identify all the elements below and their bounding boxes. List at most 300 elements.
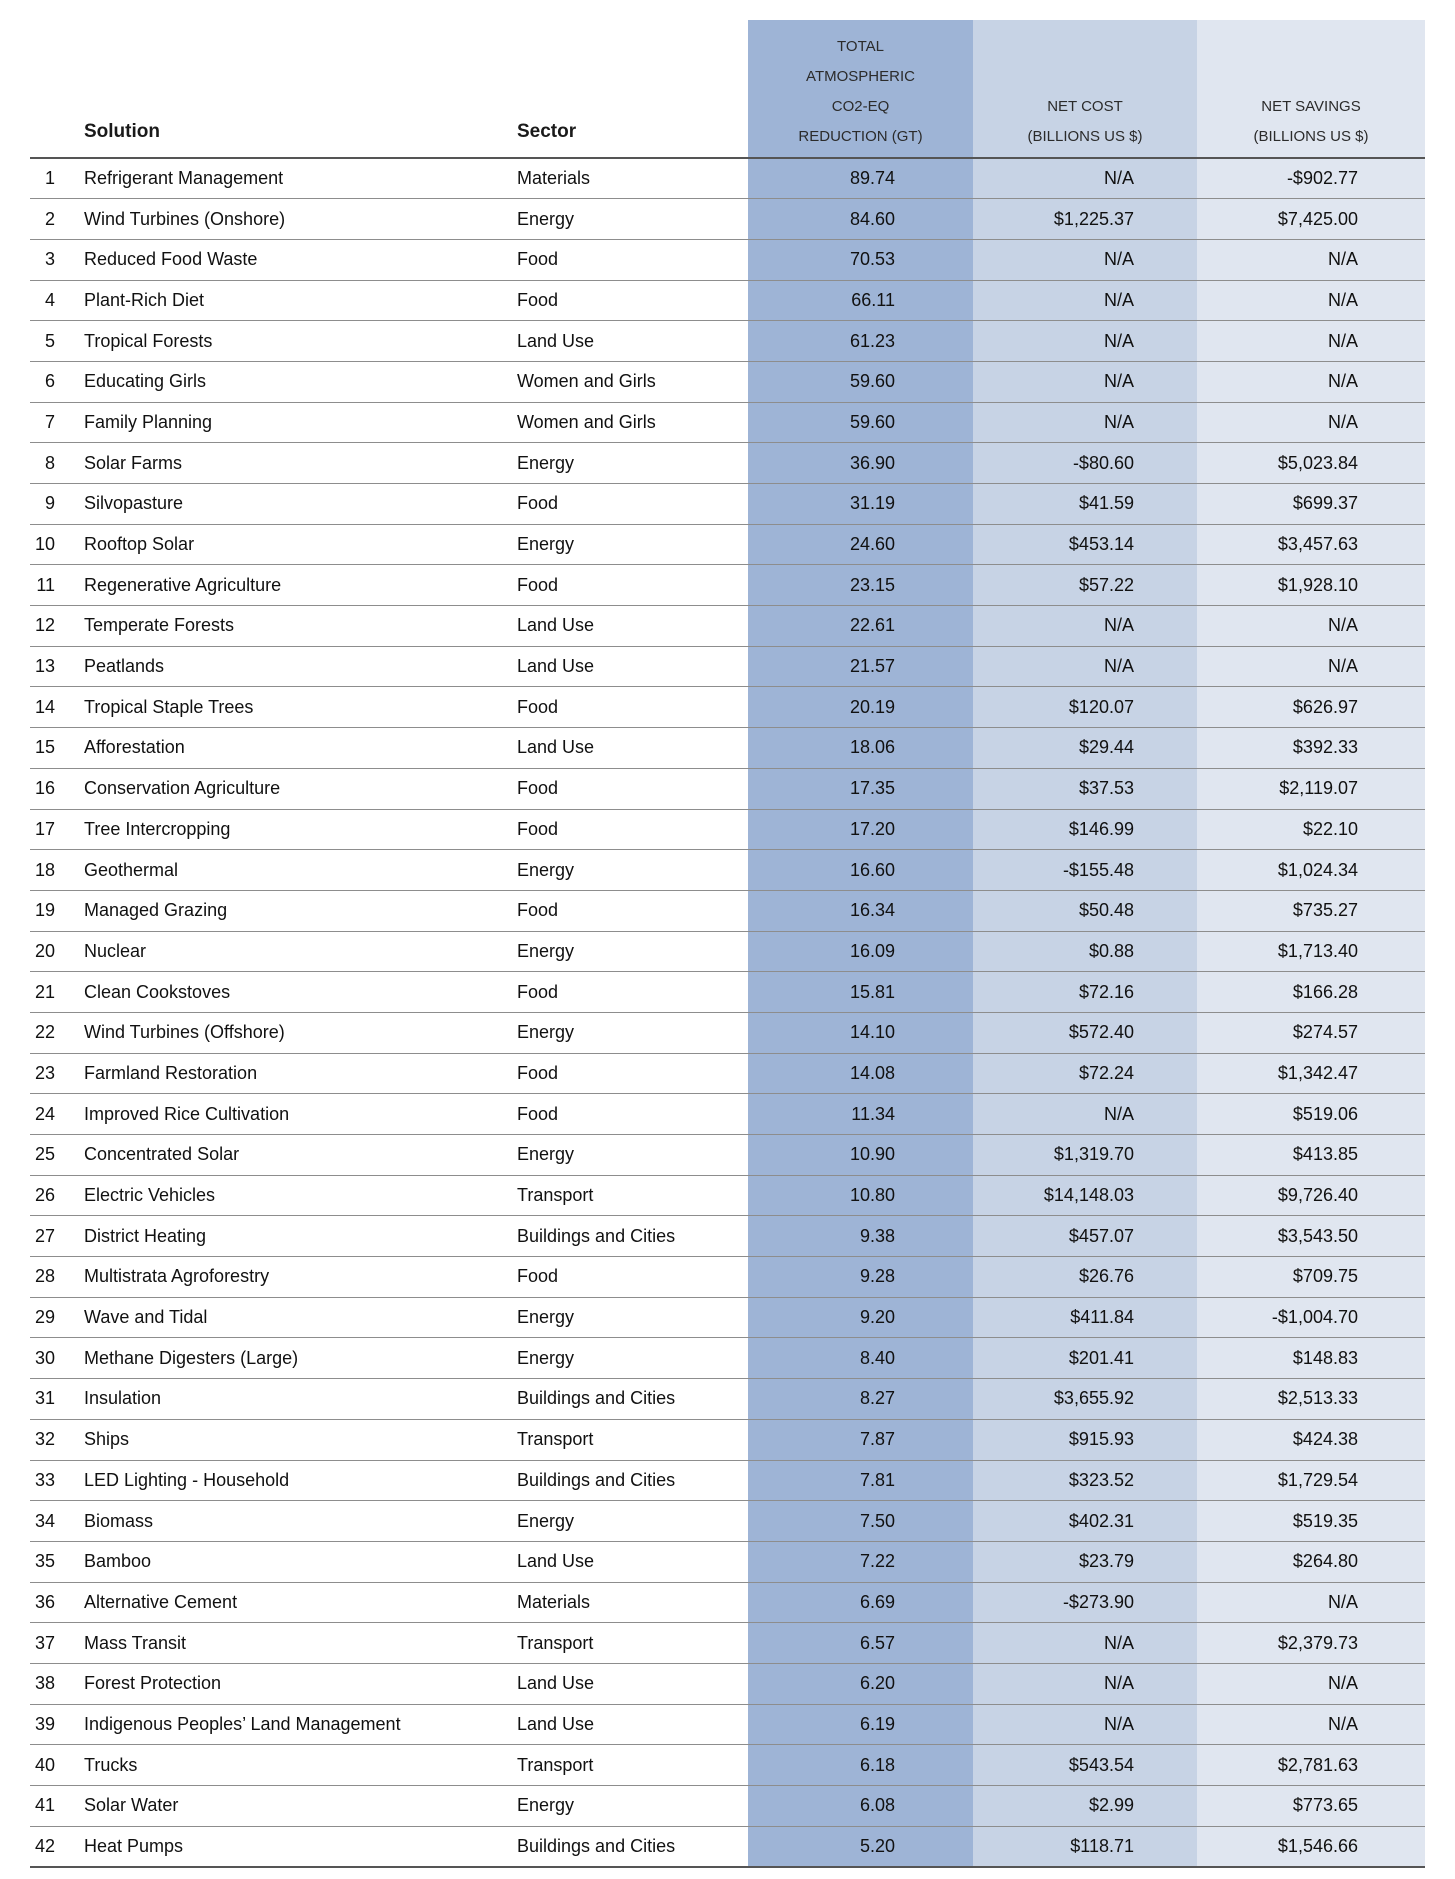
co2-reduction-cell: 10.90 <box>748 1135 973 1176</box>
rank-cell: 33 <box>30 1460 60 1501</box>
net-cost-cell: $57.22 <box>973 565 1197 606</box>
net-savings-cell: N/A <box>1197 1582 1425 1623</box>
sector-cell: Energy <box>515 443 748 484</box>
solution-cell: Concentrated Solar <box>60 1135 515 1176</box>
table-row <box>30 931 1425 972</box>
table-row <box>30 1338 1425 1379</box>
table-row <box>30 1460 1425 1501</box>
solution-cell: Methane Digesters (Large) <box>60 1338 515 1379</box>
co2-reduction-cell: 6.08 <box>748 1786 973 1827</box>
co2-reduction-cell: 6.18 <box>748 1745 973 1786</box>
net-cost-cell: N/A <box>973 158 1197 199</box>
net-cost-cell: N/A <box>973 361 1197 402</box>
solution-cell: Family Planning <box>60 402 515 443</box>
table-row <box>30 890 1425 931</box>
table-row <box>30 1419 1425 1460</box>
solution-cell: Forest Protection <box>60 1663 515 1704</box>
sector-cell: Transport <box>515 1419 748 1460</box>
rank-cell: 28 <box>30 1257 60 1298</box>
net-cost-cell: N/A <box>973 646 1197 687</box>
solution-cell: Wave and Tidal <box>60 1297 515 1338</box>
table-row <box>30 524 1425 565</box>
rank-cell: 14 <box>30 687 60 728</box>
rank-cell: 11 <box>30 565 60 606</box>
sector-cell: Food <box>515 239 748 280</box>
sector-cell: Land Use <box>515 321 748 362</box>
rank-cell: 34 <box>30 1501 60 1542</box>
net-cost-cell: $411.84 <box>973 1297 1197 1338</box>
table-row <box>30 972 1425 1013</box>
table-row <box>30 484 1425 525</box>
table-row <box>30 321 1425 362</box>
co2-reduction-cell: 66.11 <box>748 280 973 321</box>
net-cost-cell: $572.40 <box>973 1012 1197 1053</box>
net-savings-cell: N/A <box>1197 402 1425 443</box>
net-savings-cell: N/A <box>1197 1704 1425 1745</box>
net-savings-cell: N/A <box>1197 646 1425 687</box>
net-cost-cell: N/A <box>973 606 1197 647</box>
net-savings-cell: $274.57 <box>1197 1012 1425 1053</box>
net-cost-cell: $402.31 <box>973 1501 1197 1542</box>
co2-reduction-cell: 84.60 <box>748 199 973 240</box>
rank-cell: 4 <box>30 280 60 321</box>
table-row <box>30 565 1425 606</box>
net-savings-cell: $1,546.66 <box>1197 1826 1425 1867</box>
net-savings-cell: $22.10 <box>1197 809 1425 850</box>
rank-cell: 16 <box>30 768 60 809</box>
net-savings-cell: $7,425.00 <box>1197 199 1425 240</box>
table-row <box>30 850 1425 891</box>
table-row <box>30 158 1425 199</box>
net-savings-cell: $166.28 <box>1197 972 1425 1013</box>
table-row <box>30 1379 1425 1420</box>
net-cost-cell: $50.48 <box>973 890 1197 931</box>
co2-reduction-cell: 14.08 <box>748 1053 973 1094</box>
rank-cell: 21 <box>30 972 60 1013</box>
rank-cell: 17 <box>30 809 60 850</box>
rank-cell: 3 <box>30 239 60 280</box>
net-savings-cell: $5,023.84 <box>1197 443 1425 484</box>
table-row <box>30 1582 1425 1623</box>
net-cost-cell: N/A <box>973 1623 1197 1664</box>
sector-cell: Food <box>515 768 748 809</box>
co2-reduction-cell: 22.61 <box>748 606 973 647</box>
header-line: CO2-EQ <box>831 98 890 115</box>
rank-cell: 7 <box>30 402 60 443</box>
net-cost-cell: $0.88 <box>973 931 1197 972</box>
net-savings-cell: $413.85 <box>1197 1135 1425 1176</box>
table-row <box>30 402 1425 443</box>
solution-cell: Solar Water <box>60 1786 515 1827</box>
net-cost-cell: $29.44 <box>973 728 1197 769</box>
table-row <box>30 1786 1425 1827</box>
table-row <box>30 239 1425 280</box>
co2-reduction-cell: 9.28 <box>748 1257 973 1298</box>
rank-cell: 32 <box>30 1419 60 1460</box>
net-savings-cell: $709.75 <box>1197 1257 1425 1298</box>
table-row <box>30 1623 1425 1664</box>
sector-cell: Energy <box>515 199 748 240</box>
table-row <box>30 1216 1425 1257</box>
net-savings-cell: $735.27 <box>1197 890 1425 931</box>
rank-cell: 40 <box>30 1745 60 1786</box>
co2-reduction-cell: 11.34 <box>748 1094 973 1135</box>
sector-cell: Land Use <box>515 1541 748 1582</box>
net-savings-cell: N/A <box>1197 239 1425 280</box>
co2-reduction-cell: 70.53 <box>748 239 973 280</box>
co2-reduction-cell: 7.50 <box>748 1501 973 1542</box>
table-row <box>30 809 1425 850</box>
sector-cell: Energy <box>515 1297 748 1338</box>
table-row <box>30 1257 1425 1298</box>
sector-column-header: Sector <box>515 20 748 158</box>
rank-cell: 41 <box>30 1786 60 1827</box>
sector-cell: Food <box>515 1257 748 1298</box>
net-cost-cell: N/A <box>973 1663 1197 1704</box>
table-row <box>30 1745 1425 1786</box>
sector-cell: Women and Girls <box>515 402 748 443</box>
sector-cell: Food <box>515 809 748 850</box>
table-row <box>30 687 1425 728</box>
net-cost-cell: N/A <box>973 402 1197 443</box>
sector-cell: Buildings and Cities <box>515 1379 748 1420</box>
sector-cell: Women and Girls <box>515 361 748 402</box>
net-savings-cell: $9,726.40 <box>1197 1175 1425 1216</box>
sector-cell: Buildings and Cities <box>515 1460 748 1501</box>
sector-cell: Food <box>515 280 748 321</box>
solution-cell: Biomass <box>60 1501 515 1542</box>
solution-cell: Silvopasture <box>60 484 515 525</box>
net-cost-cell: $201.41 <box>973 1338 1197 1379</box>
sector-cell: Land Use <box>515 646 748 687</box>
solution-column-header: Solution <box>60 20 515 158</box>
solution-cell: Mass Transit <box>60 1623 515 1664</box>
table-row <box>30 728 1425 769</box>
co2-reduction-cell: 31.19 <box>748 484 973 525</box>
rank-cell: 27 <box>30 1216 60 1257</box>
sector-cell: Energy <box>515 850 748 891</box>
net-savings-cell: $148.83 <box>1197 1338 1425 1379</box>
net-cost-cell: $37.53 <box>973 768 1197 809</box>
co2-reduction-cell: 10.80 <box>748 1175 973 1216</box>
rank-column-header <box>30 20 60 158</box>
co2-reduction-cell: 9.20 <box>748 1297 973 1338</box>
table-row <box>30 646 1425 687</box>
co2-reduction-cell: 61.23 <box>748 321 973 362</box>
co2-reduction-cell: 23.15 <box>748 565 973 606</box>
table-row <box>30 1175 1425 1216</box>
table-row <box>30 280 1425 321</box>
solution-cell: Tree Intercropping <box>60 809 515 850</box>
solution-cell: Improved Rice Cultivation <box>60 1094 515 1135</box>
header-line: (BILLIONS US $) <box>1253 128 1369 145</box>
co2-reduction-cell: 59.60 <box>748 402 973 443</box>
net-savings-cell: $2,379.73 <box>1197 1623 1425 1664</box>
co2-reduction-column-header <box>748 20 973 158</box>
rank-cell: 1 <box>30 158 60 199</box>
rank-cell: 35 <box>30 1541 60 1582</box>
sector-cell: Food <box>515 565 748 606</box>
net-cost-cell: $915.93 <box>973 1419 1197 1460</box>
net-savings-cell: N/A <box>1197 361 1425 402</box>
net-savings-cell: $264.80 <box>1197 1541 1425 1582</box>
solution-cell: Ships <box>60 1419 515 1460</box>
net-cost-cell: $543.54 <box>973 1745 1197 1786</box>
co2-reduction-cell: 6.69 <box>748 1582 973 1623</box>
co2-reduction-cell: 6.20 <box>748 1663 973 1704</box>
net-savings-cell: $519.35 <box>1197 1501 1425 1542</box>
table-row <box>30 199 1425 240</box>
co2-reduction-cell: 7.81 <box>748 1460 973 1501</box>
co2-reduction-cell: 59.60 <box>748 361 973 402</box>
sector-cell: Materials <box>515 158 748 199</box>
table-row <box>30 1012 1425 1053</box>
net-cost-cell: $1,225.37 <box>973 199 1197 240</box>
co2-reduction-cell: 8.40 <box>748 1338 973 1379</box>
co2-reduction-cell: 89.74 <box>748 158 973 199</box>
sector-cell: Materials <box>515 1582 748 1623</box>
net-savings-cell: $1,713.40 <box>1197 931 1425 972</box>
net-cost-cell: $72.16 <box>973 972 1197 1013</box>
solution-cell: Reduced Food Waste <box>60 239 515 280</box>
net-cost-cell: $1,319.70 <box>973 1135 1197 1176</box>
solution-cell: Solar Farms <box>60 443 515 484</box>
solution-cell: Trucks <box>60 1745 515 1786</box>
net-cost-cell: $72.24 <box>973 1053 1197 1094</box>
table-row <box>30 1297 1425 1338</box>
table-row <box>30 1053 1425 1094</box>
rank-cell: 29 <box>30 1297 60 1338</box>
solution-cell: Alternative Cement <box>60 1582 515 1623</box>
rank-cell: 12 <box>30 606 60 647</box>
solution-cell: Managed Grazing <box>60 890 515 931</box>
net-cost-cell: N/A <box>973 1704 1197 1745</box>
sector-cell: Food <box>515 484 748 525</box>
header-line: REDUCTION (GT) <box>798 128 923 145</box>
net-savings-cell: $392.33 <box>1197 728 1425 769</box>
co2-reduction-cell: 16.34 <box>748 890 973 931</box>
sector-cell: Land Use <box>515 606 748 647</box>
sector-cell: Food <box>515 972 748 1013</box>
solution-cell: Regenerative Agriculture <box>60 565 515 606</box>
sector-cell: Buildings and Cities <box>515 1826 748 1867</box>
co2-reduction-cell: 36.90 <box>748 443 973 484</box>
co2-reduction-cell: 9.38 <box>748 1216 973 1257</box>
header-line: TOTAL <box>837 38 884 55</box>
sector-cell: Energy <box>515 1501 748 1542</box>
net-cost-cell: -$155.48 <box>973 850 1197 891</box>
table-row <box>30 1094 1425 1135</box>
rank-cell: 25 <box>30 1135 60 1176</box>
net-cost-cell: $23.79 <box>973 1541 1197 1582</box>
header-line: NET SAVINGS <box>1261 98 1361 115</box>
solution-cell: Refrigerant Management <box>60 158 515 199</box>
sector-cell: Food <box>515 1053 748 1094</box>
net-savings-cell: $2,781.63 <box>1197 1745 1425 1786</box>
solution-cell: Bamboo <box>60 1541 515 1582</box>
solution-cell: Peatlands <box>60 646 515 687</box>
sector-cell: Energy <box>515 1338 748 1379</box>
solution-cell: LED Lighting - Household <box>60 1460 515 1501</box>
net-cost-cell: $14,148.03 <box>973 1175 1197 1216</box>
co2-reduction-cell: 17.35 <box>748 768 973 809</box>
rank-cell: 39 <box>30 1704 60 1745</box>
rank-cell: 2 <box>30 199 60 240</box>
co2-reduction-cell: 21.57 <box>748 646 973 687</box>
net-savings-cell: $519.06 <box>1197 1094 1425 1135</box>
solution-cell: Multistrata Agroforestry <box>60 1257 515 1298</box>
rank-cell: 8 <box>30 443 60 484</box>
table-row <box>30 606 1425 647</box>
table-row <box>30 1663 1425 1704</box>
net-savings-cell: $1,342.47 <box>1197 1053 1425 1094</box>
net-cost-cell: $146.99 <box>973 809 1197 850</box>
rank-cell: 6 <box>30 361 60 402</box>
table-row <box>30 1135 1425 1176</box>
co2-reduction-cell: 18.06 <box>748 728 973 769</box>
solution-cell: Geothermal <box>60 850 515 891</box>
table-row <box>30 768 1425 809</box>
solution-cell: Tropical Staple Trees <box>60 687 515 728</box>
rank-cell: 20 <box>30 931 60 972</box>
co2-reduction-cell: 16.60 <box>748 850 973 891</box>
net-savings-cell: $2,119.07 <box>1197 768 1425 809</box>
sector-cell: Energy <box>515 524 748 565</box>
co2-reduction-cell: 7.87 <box>748 1419 973 1460</box>
solution-cell: Temperate Forests <box>60 606 515 647</box>
net-savings-cell: -$1,004.70 <box>1197 1297 1425 1338</box>
rank-cell: 15 <box>30 728 60 769</box>
solution-cell: Nuclear <box>60 931 515 972</box>
co2-reduction-cell: 20.19 <box>748 687 973 728</box>
solution-cell: Educating Girls <box>60 361 515 402</box>
co2-reduction-cell: 6.19 <box>748 1704 973 1745</box>
co2-reduction-cell: 5.20 <box>748 1826 973 1867</box>
net-savings-cell: $3,457.63 <box>1197 524 1425 565</box>
table-row <box>30 361 1425 402</box>
net-savings-cell: -$902.77 <box>1197 158 1425 199</box>
solution-cell: Rooftop Solar <box>60 524 515 565</box>
rank-cell: 26 <box>30 1175 60 1216</box>
table-body <box>30 158 1425 1867</box>
net-cost-cell: N/A <box>973 321 1197 362</box>
sector-cell: Transport <box>515 1175 748 1216</box>
rank-cell: 38 <box>30 1663 60 1704</box>
sector-cell: Buildings and Cities <box>515 1216 748 1257</box>
rank-cell: 31 <box>30 1379 60 1420</box>
net-cost-cell: $3,655.92 <box>973 1379 1197 1420</box>
solution-cell: District Heating <box>60 1216 515 1257</box>
net-savings-cell: $699.37 <box>1197 484 1425 525</box>
net-savings-cell: N/A <box>1197 321 1425 362</box>
rank-cell: 42 <box>30 1826 60 1867</box>
solution-cell: Farmland Restoration <box>60 1053 515 1094</box>
table-row <box>30 1826 1425 1867</box>
solution-cell: Wind Turbines (Offshore) <box>60 1012 515 1053</box>
rank-cell: 24 <box>30 1094 60 1135</box>
sector-cell: Energy <box>515 1012 748 1053</box>
solution-cell: Heat Pumps <box>60 1826 515 1867</box>
solutions-table <box>30 20 1425 1868</box>
net-cost-cell: $120.07 <box>973 687 1197 728</box>
rank-cell: 9 <box>30 484 60 525</box>
net-savings-cell: $424.38 <box>1197 1419 1425 1460</box>
solution-cell: Plant-Rich Diet <box>60 280 515 321</box>
rank-cell: 22 <box>30 1012 60 1053</box>
net-cost-cell: $2.99 <box>973 1786 1197 1827</box>
co2-reduction-cell: 7.22 <box>748 1541 973 1582</box>
net-savings-cell: N/A <box>1197 606 1425 647</box>
solution-cell: Clean Cookstoves <box>60 972 515 1013</box>
rank-cell: 19 <box>30 890 60 931</box>
net-savings-cell: N/A <box>1197 280 1425 321</box>
header-line: NET COST <box>1047 98 1123 115</box>
net-cost-cell: $457.07 <box>973 1216 1197 1257</box>
net-cost-cell: $323.52 <box>973 1460 1197 1501</box>
header-line: (BILLIONS US $) <box>1027 128 1143 145</box>
co2-reduction-cell: 6.57 <box>748 1623 973 1664</box>
net-savings-cell: $2,513.33 <box>1197 1379 1425 1420</box>
solution-cell: Indigenous Peoples’ Land Management <box>60 1704 515 1745</box>
co2-reduction-cell: 8.27 <box>748 1379 973 1420</box>
net-savings-cell: $773.65 <box>1197 1786 1425 1827</box>
table-row <box>30 1541 1425 1582</box>
sector-cell: Land Use <box>515 728 748 769</box>
rank-cell: 36 <box>30 1582 60 1623</box>
co2-reduction-cell: 16.09 <box>748 931 973 972</box>
sector-cell: Food <box>515 1094 748 1135</box>
net-cost-cell: N/A <box>973 239 1197 280</box>
table-row <box>30 1704 1425 1745</box>
net-cost-cell: -$273.90 <box>973 1582 1197 1623</box>
table-row <box>30 1501 1425 1542</box>
rank-cell: 23 <box>30 1053 60 1094</box>
net-cost-cell: N/A <box>973 1094 1197 1135</box>
net-cost-column-header <box>973 20 1197 158</box>
sector-cell: Energy <box>515 931 748 972</box>
rank-cell: 37 <box>30 1623 60 1664</box>
net-savings-cell: N/A <box>1197 1663 1425 1704</box>
solution-cell: Electric Vehicles <box>60 1175 515 1216</box>
header-row <box>30 20 1425 158</box>
rank-cell: 5 <box>30 321 60 362</box>
net-cost-cell: $118.71 <box>973 1826 1197 1867</box>
net-savings-cell: $1,729.54 <box>1197 1460 1425 1501</box>
net-savings-cell: $3,543.50 <box>1197 1216 1425 1257</box>
solution-cell: Conservation Agriculture <box>60 768 515 809</box>
net-cost-cell: $453.14 <box>973 524 1197 565</box>
co2-reduction-cell: 24.60 <box>748 524 973 565</box>
co2-reduction-cell: 14.10 <box>748 1012 973 1053</box>
net-cost-cell: -$80.60 <box>973 443 1197 484</box>
co2-reduction-cell: 17.20 <box>748 809 973 850</box>
net-savings-cell: $1,024.34 <box>1197 850 1425 891</box>
sector-cell: Transport <box>515 1623 748 1664</box>
net-cost-cell: N/A <box>973 280 1197 321</box>
header-line: ATMOSPHERIC <box>806 68 915 85</box>
rank-cell: 30 <box>30 1338 60 1379</box>
sector-cell: Energy <box>515 1786 748 1827</box>
sector-cell: Land Use <box>515 1704 748 1745</box>
solution-cell: Afforestation <box>60 728 515 769</box>
net-savings-cell: $1,928.10 <box>1197 565 1425 606</box>
sector-cell: Food <box>515 890 748 931</box>
rank-cell: 10 <box>30 524 60 565</box>
net-savings-column-header <box>1197 20 1425 158</box>
sector-cell: Land Use <box>515 1663 748 1704</box>
sector-cell: Energy <box>515 1135 748 1176</box>
solution-cell: Insulation <box>60 1379 515 1420</box>
